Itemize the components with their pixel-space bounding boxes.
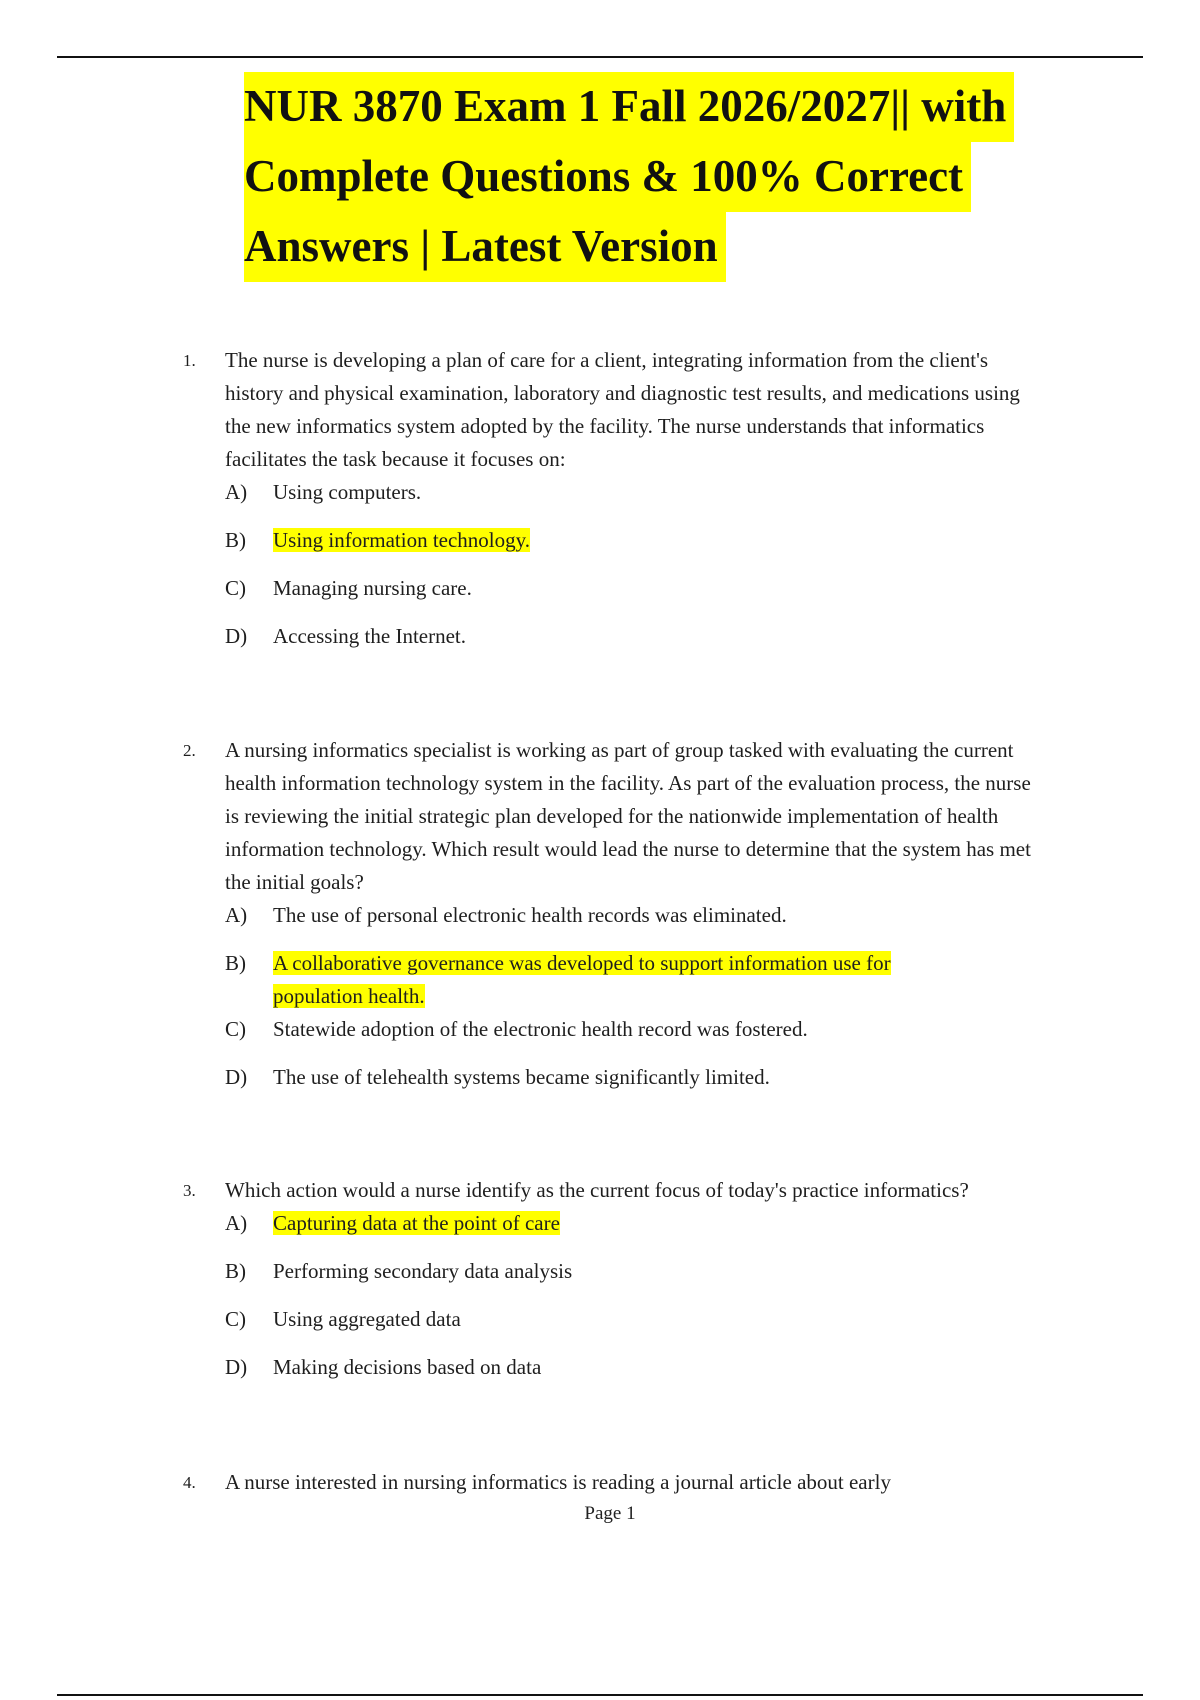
bottom-rule [57,1694,1143,1696]
question-4 [183,1466,1043,1499]
question-stem: The nurse is developing a plan of care for a client, integrating information from the client's history and physical examination, laboratory and diagnostic test results, and medications using the new informatics system adopted by the facility. The nurse understands that informatics facilitates the task because it focuses on: [225,348,1020,471]
correct-answer-highlight: Using information technology. [273,528,531,552]
question-3 [183,1174,1043,1384]
correct-answer-highlight: Capturing data at the point of care [273,1211,560,1235]
page-number: Page 1 [584,1503,636,1524]
top-rule [57,56,1143,58]
question-2 [183,734,1043,1094]
question-number: 2. [183,741,196,760]
option-letter: B) [225,1259,246,1283]
option-text: Statewide adoption of the electronic health record was fostered. [273,1017,808,1041]
option-letter: C) [225,576,246,600]
document-title [244,72,1024,282]
option-text: Making decisions based on data [273,1355,542,1379]
option-letter: C) [225,1307,246,1331]
option-a [225,899,1043,932]
answer-options [225,476,1043,653]
option-d [225,1061,1043,1094]
option-b [225,1255,1043,1288]
option-letter: D) [225,1355,248,1379]
option-d [225,620,1043,653]
option-a [225,476,1043,509]
question-number: 3. [183,1181,196,1200]
answer-options [225,1207,1043,1384]
option-text: Using computers. [273,480,422,504]
option-letter: B) [225,528,246,552]
option-b-correct [225,947,1043,1013]
option-text: Managing nursing care. [273,576,472,600]
option-text: Performing secondary data analysis [273,1259,573,1283]
option-letter: B) [225,951,246,975]
option-letter: A) [225,1211,248,1235]
title-line-1: NUR 3870 Exam 1 Fall 2026/2027|| with [244,72,1014,142]
option-letter: A) [225,480,248,504]
title-line-2: Complete Questions & 100% Correct [244,142,971,212]
title-line-3: Answers | Latest Version [244,212,726,282]
question-number: 1. [183,351,196,370]
option-a-correct [225,1207,1043,1240]
option-d [225,1351,1043,1384]
option-c [225,1013,1043,1046]
question-stem: A nurse interested in nursing informatics is reading a journal article about early [225,1470,891,1494]
option-letter: D) [225,624,248,648]
question-1 [183,344,1043,653]
question-number: 4. [183,1473,196,1492]
correct-answer-highlight: A collaborative governance was developed to support information use for population health. [273,951,891,1008]
option-letter: C) [225,1017,246,1041]
option-letter: A) [225,903,248,927]
option-text: The use of telehealth systems became significantly limited. [273,1065,770,1089]
option-c [225,572,1043,605]
answer-options [225,899,1043,1094]
option-letter: D) [225,1065,248,1089]
question-stem: A nursing informatics specialist is working as part of group tasked with evaluating the current health information technology system in the facility. As part of the evaluation process, the nurse is reviewing the initial strategic plan developed for the nationwide implementation of health information technology. Which result would lead the nurse to determine that the system has met the initial goals? [225,738,1031,894]
option-b-correct [225,524,1043,557]
question-stem: Which action would a nurse identify as the current focus of today's practice informatics? [225,1178,969,1202]
option-text: Accessing the Internet. [273,624,467,648]
option-text: Using aggregated data [273,1307,461,1331]
option-text: The use of personal electronic health records was eliminated. [273,903,787,927]
option-c [225,1303,1043,1336]
